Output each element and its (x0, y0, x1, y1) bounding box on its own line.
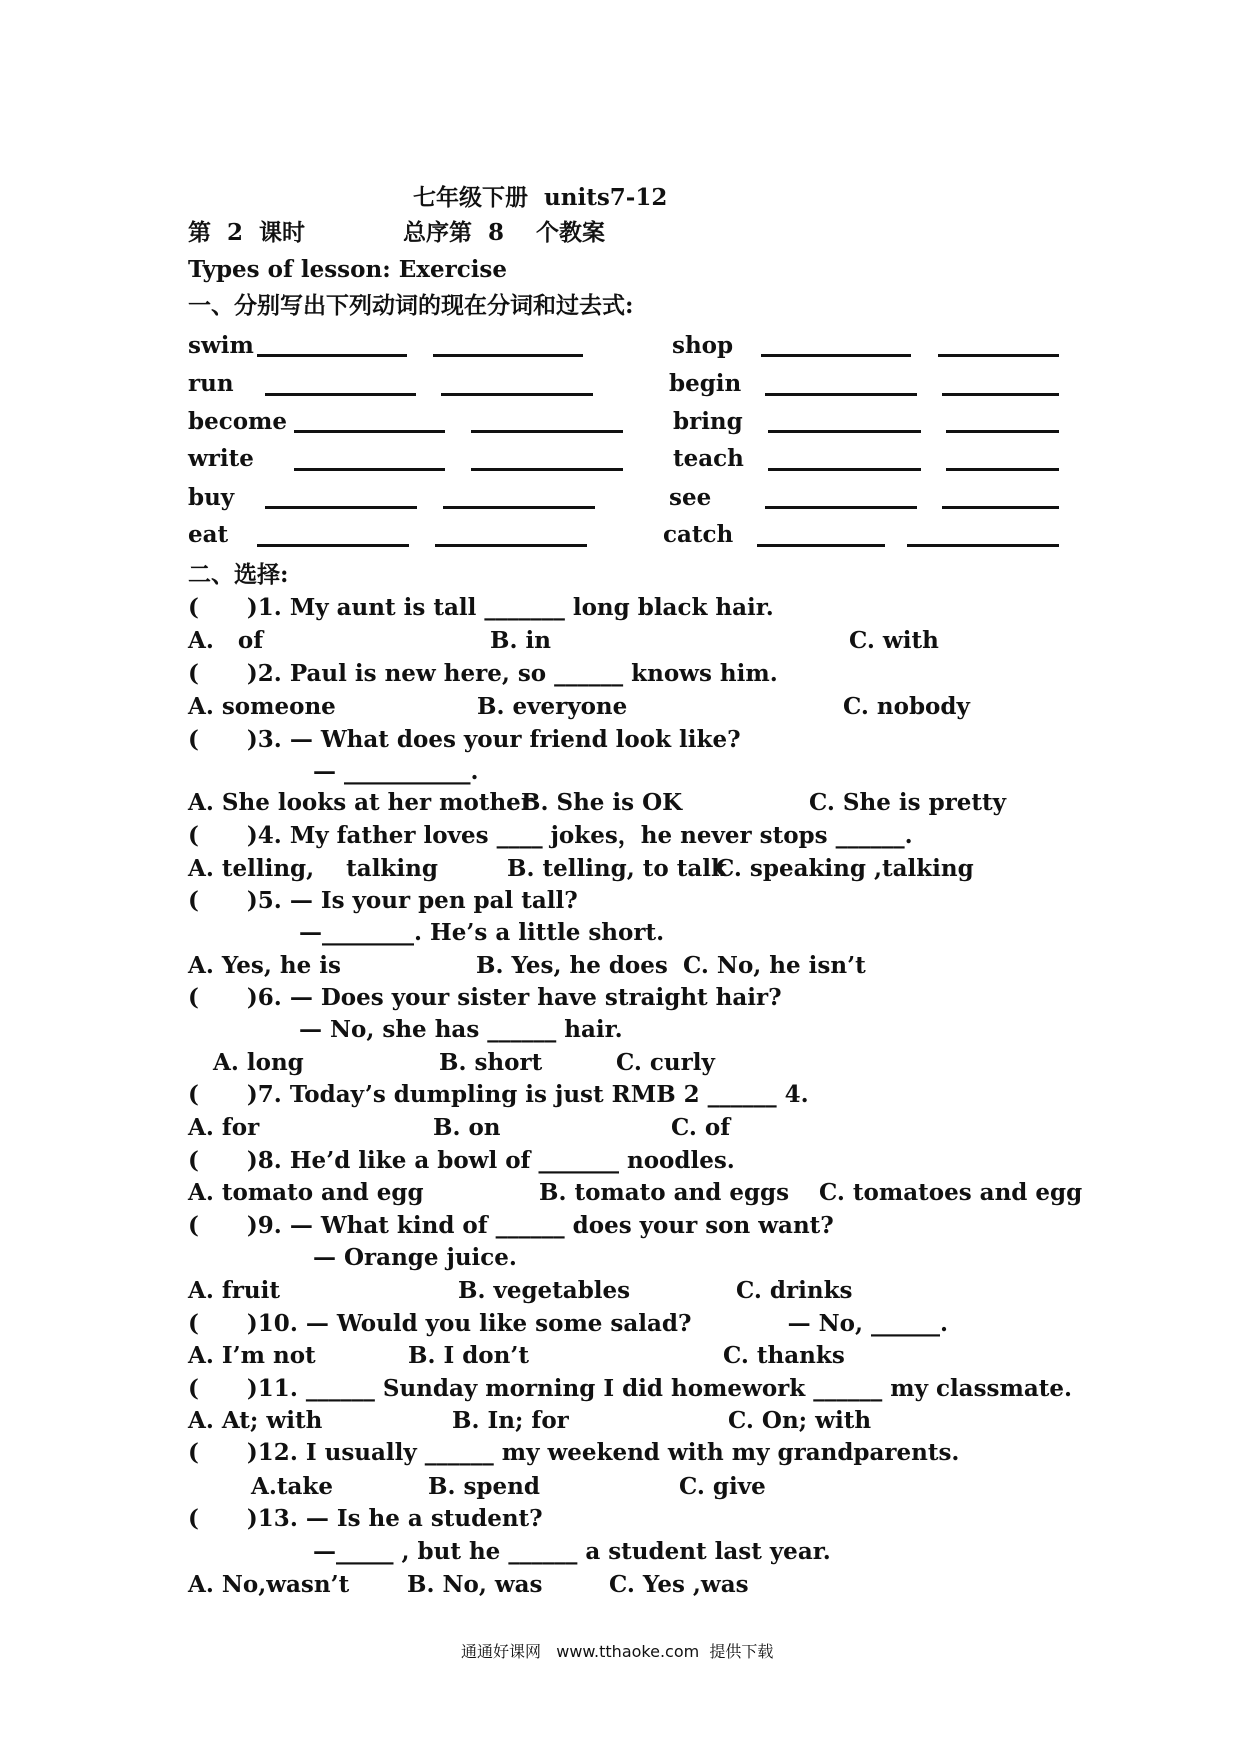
option-c: C. No, he isn’t (683, 952, 866, 979)
verb-word: write (188, 445, 254, 472)
verb-word: begin (669, 370, 742, 397)
question-text: ( )10. — Would you like some salad? — No, ______. (188, 1310, 948, 1337)
answer-blank[interactable] (942, 506, 1059, 509)
question-text: ( )9. — What kind of ______ does your son want? (188, 1212, 834, 1239)
verb-word: see (669, 484, 712, 511)
option-c: C. with (849, 627, 939, 654)
question-text: ( )3. — What does your friend look like? (188, 726, 741, 753)
question-text: ( )4. My father loves ____ jokes，he never stops ______. (188, 822, 913, 849)
option-b: B. on (433, 1114, 501, 1141)
option-b: B. In; for (452, 1407, 569, 1434)
question-text: ( )5. — Is your pen pal tall? (188, 887, 578, 914)
option-c: C. thanks (723, 1342, 845, 1369)
option-a: A. long (213, 1049, 304, 1076)
question-text: ( )2. Paul is new here, so ______ knows him. (188, 660, 778, 687)
verb-word: become (188, 408, 288, 435)
option-a: A. for (188, 1114, 260, 1141)
answer-blank[interactable] (435, 544, 587, 547)
option-c: C. give (679, 1473, 766, 1500)
answer-blank[interactable] (471, 430, 623, 433)
option-a: A. fruit (188, 1277, 280, 1304)
answer-blank[interactable] (938, 354, 1059, 357)
answer-blank[interactable] (765, 393, 917, 396)
answer-blank[interactable] (946, 430, 1059, 433)
answer-line: —_____ , but he ______ a student last year. (313, 1538, 831, 1565)
option-c: C. speaking ,talking (716, 855, 974, 882)
section1-heading: 一、分别写出下列动词的现在分词和过去式: (188, 292, 634, 319)
verb-word: swim (188, 332, 254, 359)
question-text: ( )11. ______ Sunday morning I did homework ______ my classmate. (188, 1375, 1072, 1402)
verb-word: teach (673, 445, 744, 472)
option-a: A. No,wasn’t (188, 1571, 350, 1598)
option-a: A. someone (188, 693, 336, 720)
option-b: B. She is OK (521, 789, 683, 816)
answer-blank[interactable] (768, 468, 921, 471)
option-c: C. She is pretty (809, 789, 1007, 816)
answer-blank[interactable] (443, 506, 595, 509)
verb-word: shop (672, 332, 734, 359)
page-footer: 通通好课网 www.tthaoke.com 提供下载 (461, 1642, 774, 1661)
option-b: B. tomato and eggs (539, 1179, 790, 1206)
question-text: ( )7. Today’s dumpling is just RMB 2 ______ 4. (188, 1081, 809, 1108)
option-a: A. telling, talking (188, 855, 438, 882)
lesson-number: 第 2 课时 (188, 219, 306, 246)
option-a: A. tomato and egg (188, 1179, 424, 1206)
verb-word: buy (188, 484, 235, 511)
option-a: A. At; with (188, 1407, 323, 1434)
option-c: C. Yes ,was (609, 1571, 749, 1598)
answer-blank[interactable] (265, 393, 416, 396)
option-b: B. short (439, 1049, 543, 1076)
option-a: A. I’m not (188, 1342, 316, 1369)
option-b: B. everyone (477, 693, 628, 720)
option-b: B. in (490, 627, 551, 654)
option-a: A. Yes, he is (188, 952, 341, 979)
lesson-type: Types of lesson: Exercise (188, 256, 508, 283)
question-text: ( )6. — Does your sister have straight hair? (188, 984, 782, 1011)
answer-blank[interactable] (761, 354, 911, 357)
answer-blank[interactable] (471, 468, 623, 471)
answer-blank[interactable] (257, 544, 409, 547)
answer-blank[interactable] (768, 430, 921, 433)
answer-blank[interactable] (265, 506, 417, 509)
option-b: B. I don’t (408, 1342, 529, 1369)
verb-word: catch (663, 521, 734, 548)
answer-blank[interactable] (942, 393, 1059, 396)
answer-line: — ___________. (313, 758, 479, 785)
option-a: A.take (251, 1473, 333, 1500)
option-b: B. spend (428, 1473, 540, 1500)
option-b: B. vegetables (458, 1277, 631, 1304)
option-b: B. No, was (407, 1571, 543, 1598)
option-c: C. nobody (843, 693, 970, 720)
answer-line: — Orange juice. (313, 1244, 517, 1271)
question-text: ( )8. He’d like a bowl of _______ noodles. (188, 1147, 735, 1174)
answer-blank[interactable] (257, 354, 407, 357)
option-c: C. curly (616, 1049, 715, 1076)
question-text: ( )12. I usually ______ my weekend with my grandparents. (188, 1439, 960, 1466)
verb-word: bring (673, 408, 743, 435)
option-a: A. of (188, 627, 264, 654)
option-c: C. tomatoes and egg (819, 1179, 1083, 1206)
page-title: 七年级下册 units7-12 (413, 184, 668, 211)
answer-blank[interactable] (441, 393, 593, 396)
answer-line: —________. He’s a little short. (299, 919, 665, 946)
option-c: C. On; with (728, 1407, 872, 1434)
option-c: C. drinks (736, 1277, 853, 1304)
verb-word: run (188, 370, 234, 397)
option-b: B. telling, to talk (507, 855, 727, 882)
section2-heading: 二、选择: (188, 561, 289, 588)
option-c: C. of (671, 1114, 731, 1141)
answer-blank[interactable] (946, 468, 1059, 471)
option-a: A. She looks at her mother (188, 789, 533, 816)
answer-blank[interactable] (907, 544, 1059, 547)
answer-line: — No, she has ______ hair. (299, 1016, 623, 1043)
question-text: ( )13. — Is he a student? (188, 1505, 543, 1532)
answer-blank[interactable] (765, 506, 917, 509)
question-text: ( )1. My aunt is tall _______ long black hair. (188, 594, 774, 621)
answer-blank[interactable] (294, 468, 445, 471)
answer-blank[interactable] (757, 544, 885, 547)
answer-blank[interactable] (294, 430, 445, 433)
answer-blank[interactable] (433, 354, 583, 357)
option-b: B. Yes, he does (476, 952, 668, 979)
plan-number: 总序第 8 个教案 (403, 219, 606, 246)
verb-word: eat (188, 521, 229, 548)
